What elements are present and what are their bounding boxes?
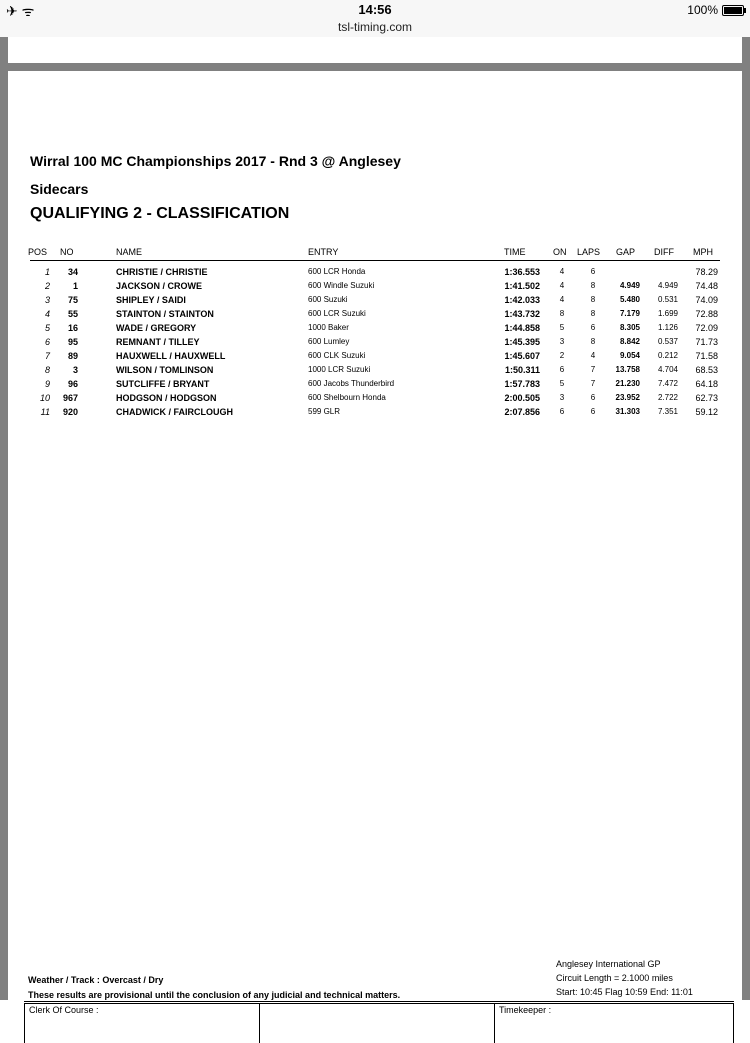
- col-header-name: NAME: [116, 247, 143, 257]
- footer-divider: [24, 1001, 734, 1002]
- session-title: QUALIFYING 2 - CLASSIFICATION: [30, 205, 290, 222]
- cell-pos: 10: [39, 393, 50, 403]
- clerk-of-course-box: [24, 1003, 260, 1043]
- table-row: [8, 335, 742, 349]
- cell-mph: 72.88: [695, 309, 718, 319]
- previous-page-fragment: [8, 37, 742, 63]
- cell-pos: 8: [44, 365, 50, 375]
- cell-diff: 1.126: [657, 323, 678, 332]
- cell-mph: 74.48: [695, 281, 718, 291]
- col-header-gap: GAP: [616, 247, 636, 257]
- signature-box: [259, 1003, 495, 1043]
- cell-entry: 1000 LCR Suzuki: [308, 365, 371, 374]
- cell-no: 967: [62, 393, 78, 403]
- cell-diff: 4.704: [657, 365, 678, 374]
- cell-diff: 7.351: [657, 407, 678, 416]
- table-row: [8, 363, 742, 377]
- cell-time: 1:36.553: [504, 267, 540, 277]
- cell-name: WILSON / TOMLINSON: [116, 365, 214, 375]
- cell-diff: 0.212: [657, 351, 678, 360]
- weather-track: Weather / Track : Overcast / Dry: [28, 975, 164, 985]
- cell-entry: 600 Windle Suzuki: [308, 281, 375, 290]
- status-bar: [0, 0, 750, 20]
- cell-on: 4: [559, 295, 565, 304]
- cell-diff: 7.472: [657, 379, 678, 388]
- cell-no: 89: [67, 351, 78, 361]
- cell-no: 96: [67, 379, 78, 389]
- clock: 14:56: [358, 2, 392, 17]
- cell-on: 5: [559, 379, 565, 388]
- venue-info: [556, 957, 693, 999]
- cell-pos: 9: [44, 379, 50, 389]
- cell-mph: 64.18: [695, 379, 718, 389]
- cell-time: 1:50.311: [504, 365, 540, 375]
- cell-name: CHRISTIE / CHRISTIE: [116, 267, 208, 277]
- cell-laps: 8: [590, 281, 596, 290]
- cell-on: 3: [559, 337, 565, 346]
- cell-no: 34: [67, 267, 78, 277]
- cell-name: CHADWICK / FAIRCLOUGH: [116, 407, 233, 417]
- timekeeper-label: Timekeeper :: [499, 1005, 552, 1015]
- cell-on: 4: [559, 267, 565, 276]
- cell-time: 1:57.783: [504, 379, 540, 389]
- cell-mph: 62.73: [695, 393, 718, 403]
- cell-laps: 4: [590, 351, 596, 360]
- battery-percent: 100%: [687, 3, 718, 17]
- col-header-entry: ENTRY: [308, 247, 339, 257]
- cell-entry: 600 Jacobs Thunderbird: [308, 379, 395, 388]
- cell-pos: 5: [44, 323, 50, 333]
- cell-diff: 4.949: [657, 281, 678, 290]
- cell-gap: 7.179: [619, 309, 640, 318]
- cell-diff: 1.699: [657, 309, 678, 318]
- table-row: [8, 293, 742, 307]
- cell-laps: 6: [590, 393, 596, 402]
- table-row: [8, 377, 742, 391]
- table-row: [8, 279, 742, 293]
- session-times: Start: 10:45 Flag 10:59 End: 11:01: [556, 987, 693, 997]
- table-row: [8, 265, 742, 279]
- cell-pos: 11: [40, 407, 50, 417]
- cell-gap: 8.305: [619, 323, 640, 332]
- cell-laps: 6: [590, 267, 596, 276]
- col-header-on: ON: [553, 247, 567, 257]
- cell-laps: 7: [590, 365, 596, 374]
- table-row: [8, 405, 742, 419]
- pdf-viewer[interactable]: [0, 37, 750, 1015]
- cell-pos: 3: [44, 295, 50, 305]
- cell-time: 1:45.395: [504, 337, 540, 347]
- table-row: [8, 349, 742, 363]
- cell-gap: 21.230: [615, 379, 640, 388]
- col-header-laps: LAPS: [577, 247, 601, 257]
- provisional-notice: These results are provisional until the conclusion of any judicial and technical matters.: [28, 990, 401, 1000]
- event-title: Wirral 100 MC Championships 2017 - Rnd 3 @ Anglesey: [30, 153, 401, 169]
- cell-name: REMNANT / TILLEY: [116, 337, 200, 347]
- url-bar[interactable]: tsl-timing.com: [0, 20, 750, 37]
- cell-name: JACKSON / CROWE: [116, 281, 203, 291]
- cell-time: 2:07.856: [504, 407, 540, 417]
- cell-time: 1:41.502: [504, 281, 540, 291]
- cell-on: 8: [559, 309, 565, 318]
- cell-name: HAUXWELL / HAUXWELL: [116, 351, 226, 361]
- cell-entry: 600 CLK Suzuki: [308, 351, 366, 360]
- col-header-pos: POS: [28, 247, 48, 257]
- results-table: [8, 265, 742, 419]
- cell-no: 3: [72, 365, 78, 375]
- cell-no: 95: [67, 337, 78, 347]
- cell-mph: 72.09: [695, 323, 718, 333]
- cell-name: HODGSON / HODGSON: [116, 393, 217, 403]
- cell-on: 5: [559, 323, 565, 332]
- airplane-wifi-icon: ✈ ᯤ: [6, 3, 35, 19]
- cell-name: SHIPLEY / SAIDI: [116, 295, 186, 305]
- cell-pos: 2: [44, 281, 50, 291]
- cell-no: 55: [67, 309, 78, 319]
- circuit-length: Circuit Length = 2.1000 miles: [556, 973, 673, 983]
- cell-time: 1:45.607: [504, 351, 540, 361]
- cell-pos: 6: [44, 337, 50, 347]
- cell-mph: 74.09: [695, 295, 718, 305]
- cell-time: 2:00.505: [504, 393, 540, 403]
- cell-on: 4: [559, 281, 565, 290]
- cell-name: SUTCLIFFE / BRYANT: [116, 379, 210, 389]
- cell-no: 75: [67, 295, 78, 305]
- cell-on: 3: [559, 393, 565, 402]
- cell-on: 6: [559, 365, 565, 374]
- col-header-no: NO: [60, 247, 74, 257]
- cell-mph: 71.58: [695, 351, 718, 361]
- cell-name: WADE / GREGORY: [116, 323, 197, 333]
- cell-no: 16: [67, 323, 78, 333]
- results-page: [8, 71, 742, 1015]
- venue-name: Anglesey International GP: [556, 959, 661, 969]
- cell-on: 2: [559, 351, 565, 360]
- cell-gap: 5.480: [619, 295, 640, 304]
- cell-gap: 31.303: [615, 407, 640, 416]
- col-header-mph: MPH: [693, 247, 713, 257]
- cell-time: 1:44.858: [504, 323, 540, 333]
- cell-pos: 7: [44, 351, 50, 361]
- battery-status: [687, 3, 744, 17]
- cell-gap: 13.758: [615, 365, 640, 374]
- cell-laps: 8: [590, 337, 596, 346]
- cell-gap: 23.952: [615, 393, 640, 402]
- battery-icon: [722, 5, 744, 16]
- cell-pos: 1: [44, 267, 50, 277]
- cell-no: 1: [72, 281, 78, 291]
- cell-diff: 0.531: [657, 295, 678, 304]
- class-name: Sidecars: [30, 181, 89, 197]
- cell-laps: 6: [590, 407, 596, 416]
- cell-laps: 8: [590, 295, 596, 304]
- cell-diff: 2.722: [657, 393, 678, 402]
- col-header-diff: DIFF: [654, 247, 674, 257]
- cell-laps: 8: [590, 309, 596, 318]
- cell-name: STAINTON / STAINTON: [116, 309, 214, 319]
- cell-no: 920: [62, 407, 78, 417]
- cell-pos: 4: [44, 309, 50, 319]
- cell-mph: 71.73: [695, 337, 718, 347]
- cell-mph: 59.12: [695, 407, 718, 417]
- cell-gap: 8.842: [619, 337, 640, 346]
- cell-entry: 600 Lumley: [308, 337, 350, 346]
- cell-laps: 7: [590, 379, 596, 388]
- cell-diff: 0.537: [657, 337, 678, 346]
- col-header-time: TIME: [504, 247, 526, 257]
- cell-mph: 68.53: [695, 365, 718, 375]
- cell-time: 1:43.732: [504, 309, 540, 319]
- table-row: [8, 321, 742, 335]
- cell-entry: 600 Suzuki: [308, 295, 348, 304]
- cell-entry: 600 LCR Suzuki: [308, 309, 366, 318]
- cell-entry: 599 GLR: [308, 407, 341, 416]
- cell-on: 6: [559, 407, 565, 416]
- cell-gap: 9.054: [619, 351, 640, 360]
- cell-entry: 600 Shelbourn Honda: [308, 393, 386, 402]
- timekeeper-box: [494, 1003, 734, 1043]
- cell-entry: 1000 Baker: [308, 323, 349, 332]
- cell-laps: 6: [590, 323, 596, 332]
- table-row: [8, 307, 742, 321]
- table-row: [8, 391, 742, 405]
- cell-gap: 4.949: [619, 281, 640, 290]
- cell-time: 1:42.033: [504, 295, 540, 305]
- header-divider: [30, 260, 720, 261]
- clerk-of-course-label: Clerk Of Course :: [29, 1005, 99, 1015]
- cell-mph: 78.29: [695, 267, 718, 277]
- cell-entry: 600 LCR Honda: [308, 267, 366, 276]
